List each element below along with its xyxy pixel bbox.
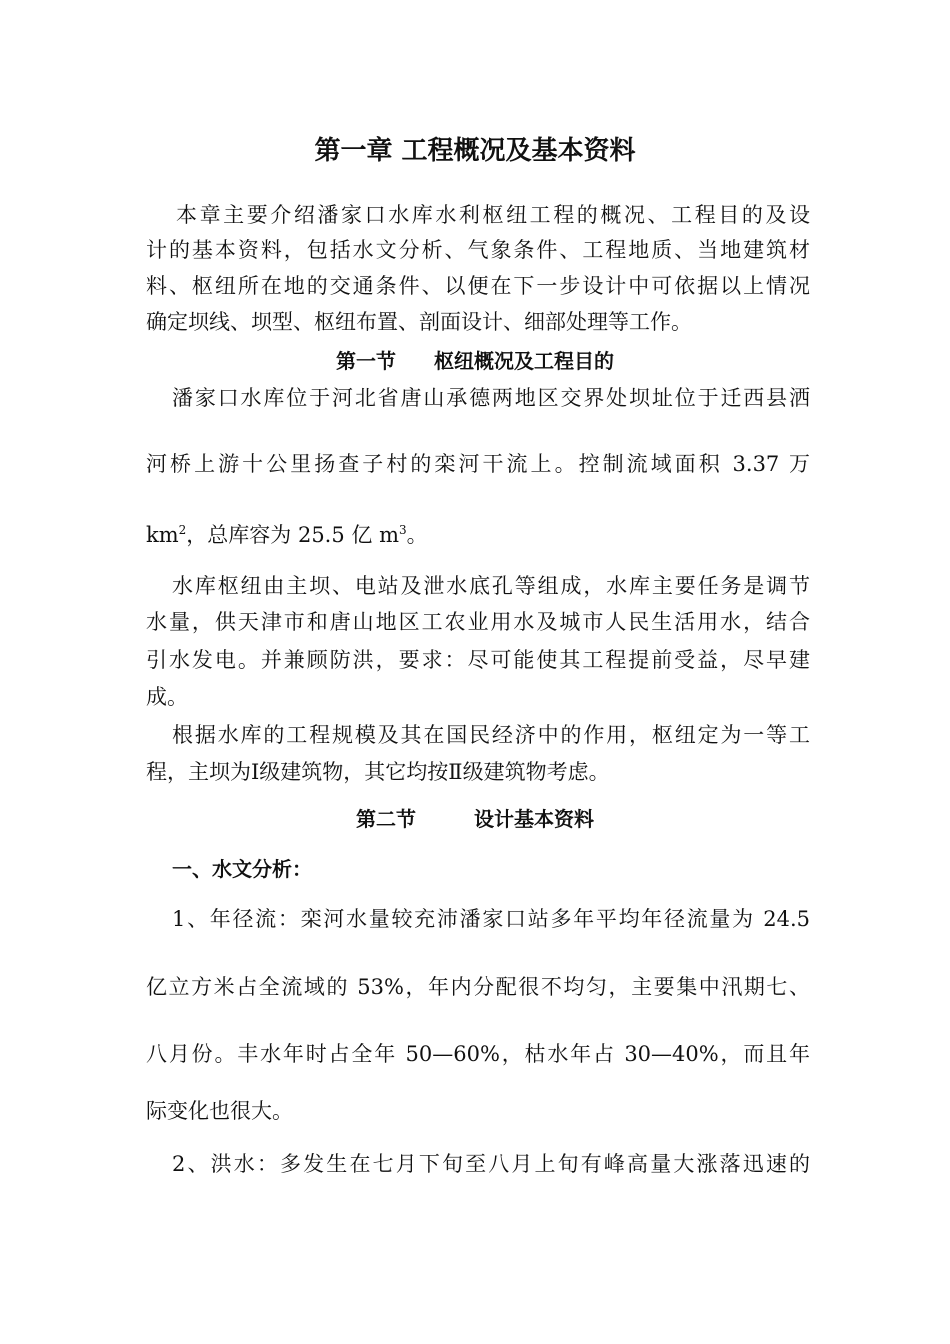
intro-line-3: 料、枢纽所在地的交通条件、以便在下一步设计中可依据以上情况 <box>146 274 810 298</box>
section-2-title: 设计基本资料 <box>474 807 594 831</box>
total-capacity-text: ，总库容为 25.5 亿 m <box>186 523 399 547</box>
runoff-line-1: 1、年径流：栾河水量较充沛潘家口站多年平均年径流量为 24.5 <box>172 907 810 931</box>
superscript-2: 2 <box>178 523 187 537</box>
intro-line-2: 计的基本资料，包括水文分析、气象条件、工程地质、当地建筑材 <box>146 238 810 262</box>
s1-p1-line-3 <box>146 521 810 549</box>
sentence-end: 。 <box>406 523 428 547</box>
superscript-3: 3 <box>398 523 407 537</box>
section-1-number: 第一节 <box>336 349 396 373</box>
section-1-heading <box>0 347 950 375</box>
section-1-title: 枢纽概况及工程目的 <box>434 349 614 373</box>
s1-p3-line-1: 根据水库的工程规模及其在国民经济中的作用，枢纽定为一等工 <box>172 723 810 747</box>
s1-p3-line-2: 程，主坝为Ⅰ级建筑物，其它均按Ⅱ级建筑物考虑。 <box>146 760 610 784</box>
s1-p1-line-2: 河桥上游十公里扬查子村的栾河干流上。控制流域面积 3.37 万 <box>146 452 810 476</box>
flood-line-1: 2、洪水：多发生在七月下旬至八月上旬有峰高量大涨落迅速的 <box>172 1152 810 1176</box>
s1-p1-line-1: 潘家口水库位于河北省唐山承德两地区交界处坝址位于迁西县洒 <box>172 386 810 410</box>
intro-line-4: 确定坝线、坝型、枢纽布置、剖面设计、细部处理等工作。 <box>146 310 692 334</box>
runoff-line-2: 亿立方米占全流域的 53%，年内分配很不均匀，主要集中汛期七、 <box>146 975 810 999</box>
section-2-heading <box>0 805 950 833</box>
s1-p2-line-4: 成。 <box>146 685 188 709</box>
section-2-number: 第二节 <box>356 807 416 831</box>
s1-p2-line-1: 水库枢纽由主坝、电站及泄水底孔等组成，水库主要任务是调节 <box>172 574 810 598</box>
s1-p2-line-3: 引水发电。并兼顾防洪，要求：尽可能使其工程提前受益，尽早建 <box>146 648 810 672</box>
s1-p2-line-2: 水量，供天津市和唐山地区工农业用水及城市人民生活用水，结合 <box>146 610 810 634</box>
intro-line-1: 本章主要介绍潘家口水库水利枢纽工程的概况、工程目的及设 <box>176 203 810 227</box>
hydrology-heading: 一、水文分析： <box>172 857 312 881</box>
runoff-line-3: 八月份。丰水年时占全年 50—60%，枯水年占 30—40%，而且年 <box>146 1042 810 1066</box>
unit-km: km <box>146 523 179 547</box>
chapter-title: 第一章 工程概况及基本资料 <box>314 136 636 166</box>
runoff-line-4: 际变化也很大。 <box>146 1099 293 1123</box>
